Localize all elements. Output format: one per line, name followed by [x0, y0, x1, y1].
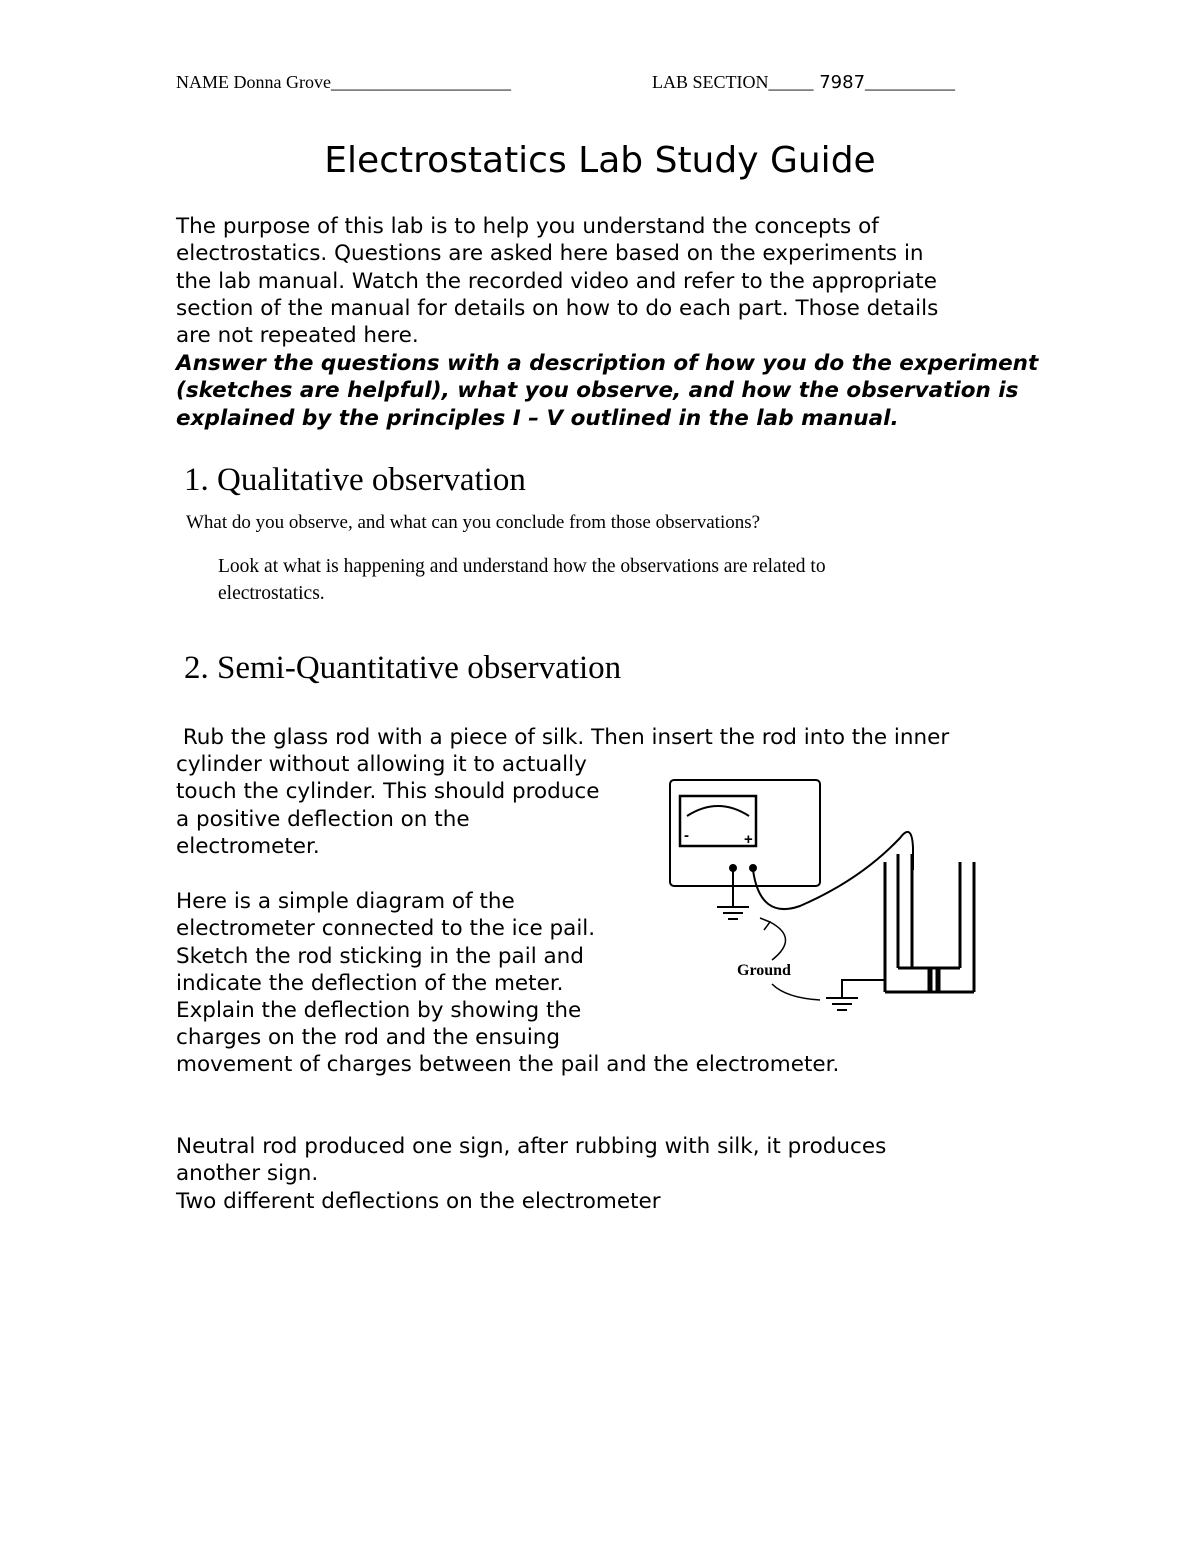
- intro-line: electrostatics. Questions are asked here based on the experiments in: [176, 241, 924, 267]
- section-1-note-line: Look at what is happening and understand how the observations are related to: [218, 556, 826, 577]
- intro-emphasis-line: (sketches are helpful), what you observe, and how the observation is: [176, 378, 1019, 404]
- name-blank: ____________________: [330, 72, 511, 92]
- section-2-instruction-last: movement of charges between the pail and the electrometer.: [176, 1052, 840, 1077]
- page-title: Electrostatics Lab Study Guide: [324, 140, 876, 181]
- name-label: NAME Donna Grove: [176, 72, 331, 92]
- diagram-instruction-line: indicate the deflection of the meter.: [176, 970, 564, 996]
- ground-arrow-meter: [770, 922, 786, 960]
- instruction-line: cylinder without allowing it to actually: [176, 752, 587, 777]
- instruction-line: electrometer.: [176, 833, 320, 859]
- diagram-instruction-line: Sketch the rod sticking in the pail and: [176, 943, 584, 969]
- intro-instructions: [176, 350, 1038, 432]
- ground-arrow-pail: [772, 984, 820, 1000]
- student-answer: [176, 1133, 886, 1215]
- lab-section-label: LAB SECTION: [652, 72, 769, 92]
- section-2-diagram-instructions: [176, 888, 595, 1052]
- section-1-note-line: electrostatics.: [218, 583, 325, 604]
- answer-line: Two different deflections on the electrometer: [176, 1188, 661, 1214]
- electrometer-diagram: [660, 770, 990, 1020]
- ground-arrow-head: [760, 918, 770, 930]
- section-2-heading: 2. Semi-Quantitative observation: [184, 650, 622, 686]
- intro-line: section of the manual for details on how to do each part. Those details: [176, 295, 939, 321]
- intro-paragraph: [176, 213, 938, 349]
- meter-scale: [687, 806, 749, 816]
- intro-line: are not repeated here.: [176, 323, 419, 349]
- ground-label: Ground: [737, 962, 791, 979]
- intro-line: the lab manual. Watch the recorded video and refer to the appropriate: [176, 268, 937, 294]
- instruction-line: touch the cylinder. This should produce: [176, 779, 600, 805]
- name-field: [176, 72, 511, 93]
- diagram-instruction-line: Explain the deflection by showing the: [176, 998, 582, 1024]
- diagram-instruction-line: electrometer connected to the ice pail.: [176, 916, 596, 942]
- meter-minus-label: -: [684, 827, 689, 844]
- lab-section-blank-after: __________: [865, 72, 956, 92]
- intro-line: The purpose of this lab is to help you understand the concepts of: [176, 214, 879, 239]
- section-1-heading: 1. Qualitative observation: [184, 462, 526, 498]
- lab-section-field: [652, 72, 955, 93]
- section-2-instruction: [176, 751, 599, 860]
- ground-wire-pail: [842, 980, 885, 998]
- instruction-line: a positive deflection on the: [176, 806, 470, 832]
- lab-section-value: 7987: [813, 72, 866, 93]
- section-1-question: What do you observe, and what can you conclude from those observations?: [186, 512, 761, 533]
- signal-wire: [753, 832, 913, 909]
- lab-section-blank-before: _____: [768, 72, 814, 92]
- diagram-instruction-line: Here is a simple diagram of the: [176, 889, 515, 914]
- meter-plus-label: +: [744, 831, 753, 848]
- answer-line: another sign.: [176, 1161, 319, 1187]
- intro-emphasis-line: explained by the principles I – V outlined in the lab manual.: [176, 405, 899, 431]
- diagram-instruction-line: charges on the rod and the ensuing: [176, 1025, 561, 1051]
- intro-emphasis-line: Answer the questions with a description of how you do the experiment: [176, 351, 1039, 376]
- section-2-instruction-first: Rub the glass rod with a piece of silk. Then insert the rod into the inner: [176, 725, 950, 750]
- section-1-note: [218, 553, 826, 607]
- answer-line: Neutral rod produced one sign, after rubbing with silk, it produces: [176, 1134, 887, 1159]
